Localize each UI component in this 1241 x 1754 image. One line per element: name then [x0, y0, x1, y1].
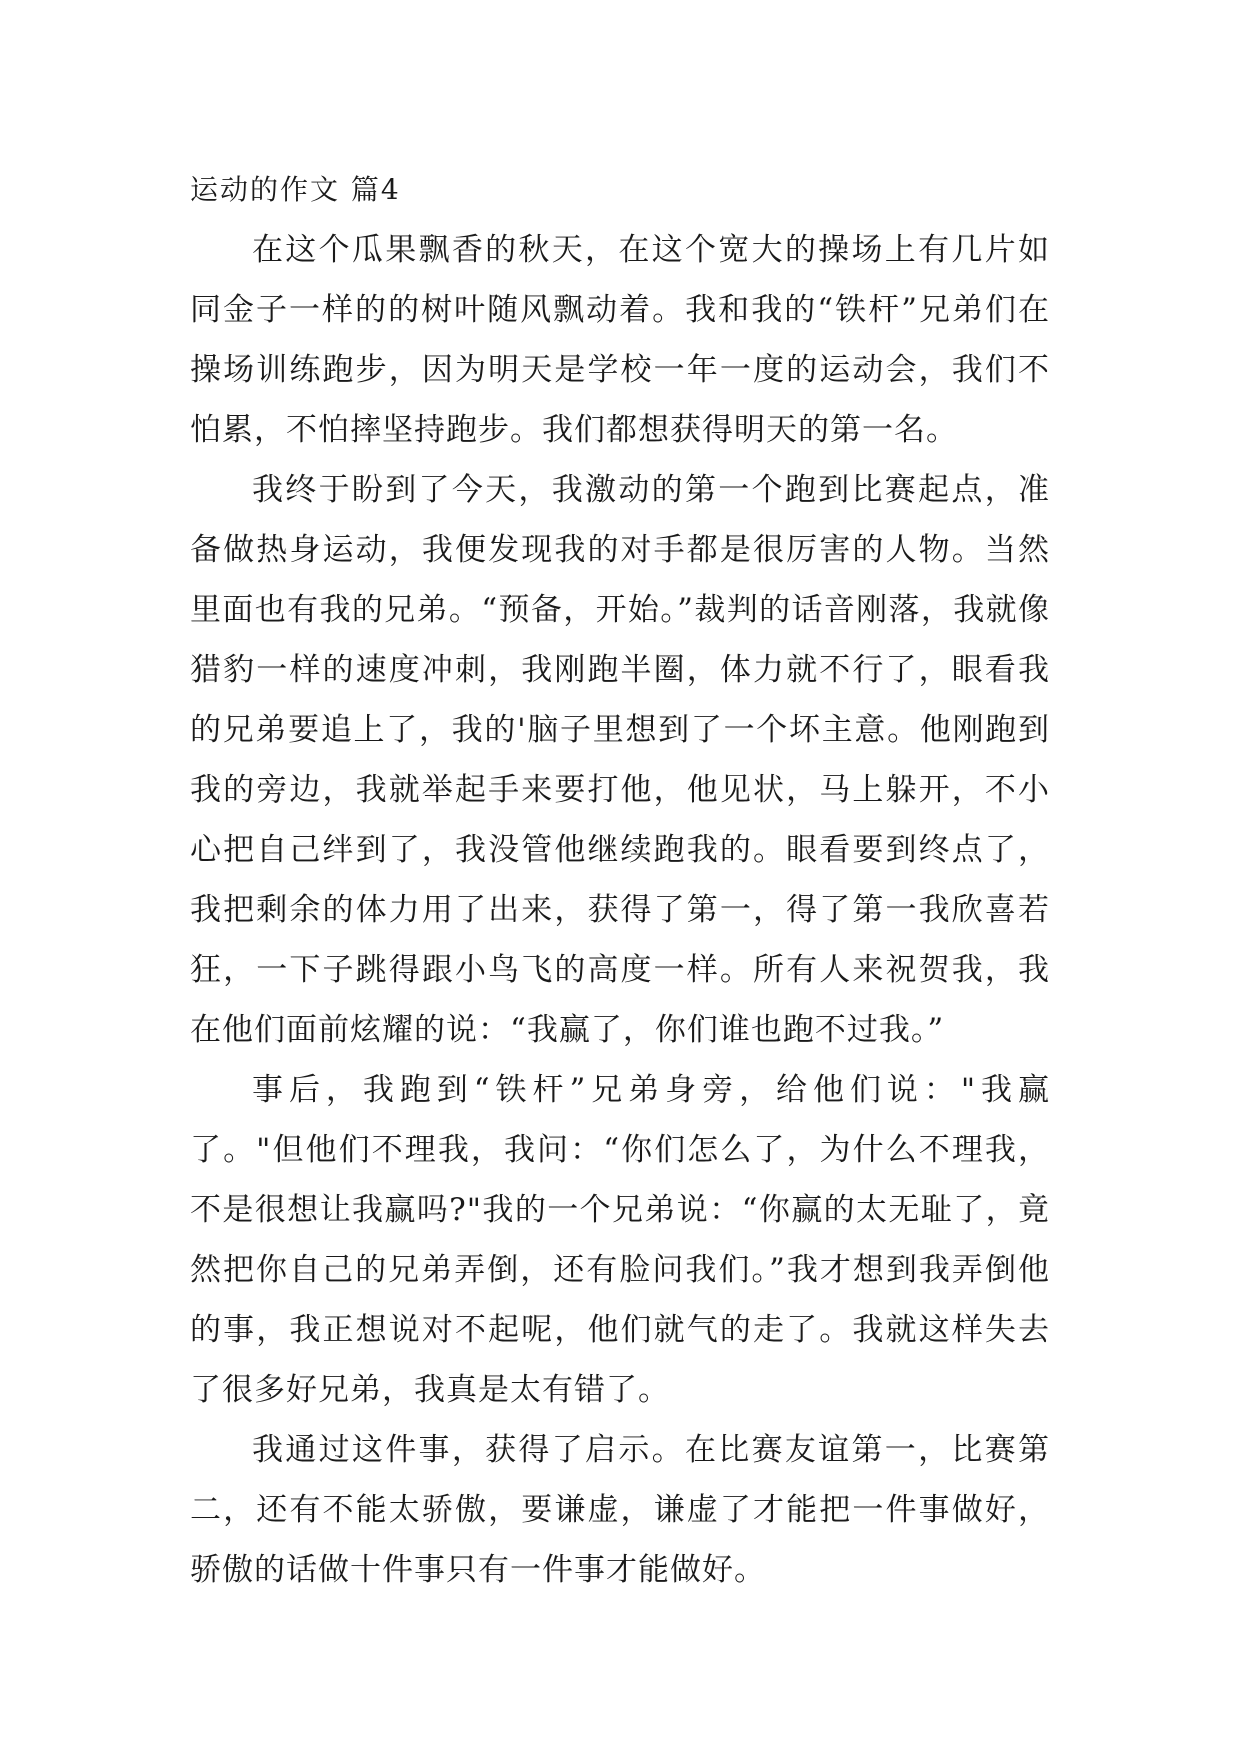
paragraph-4: 我通过这件事，获得了启示。在比赛友谊第一，比赛第二，还有不能太骄傲，要谦虚，谦虚了才能把一件事做好，骄傲的话做十件事只有一件事才能做好。	[190, 1432, 1050, 1588]
paragraph-1: 在这个瓜果飘香的秋天，在这个宽大的操场上有几片如同金子一样的的树叶随风飘动着。我和我的“铁杆”兄弟们在操场训练跑步，因为明天是学校一年一度的运动会，我们不怕累，不怕摔坚持跑步。我们都想获得明天的第一名。	[190, 232, 1050, 448]
document-title: 运动的作文 篇4	[190, 173, 401, 206]
paragraph-2: 我终于盼到了今天，我激动的第一个跑到比赛起点，准备做热身运动，我便发现我的对手都是很厉害的人物。当然里面也有我的兄弟。“预备，开始。”裁判的话音刚落，我就像猎豹一样的速度冲刺，我刚跑半圈，体力就不行了，眼看我的兄弟要追上了，我的'脑子里想到了一个坏主意。他刚跑到我的旁边，我就举起手来要打他，他见状，马上躲开，不小心把自己绊到了，我没管他继续跑我的。眼看要到终点了，我把剩余的体力用了出来，获得了第一，得了第一我欣喜若狂，一下子跳得跟小鸟飞的高度一样。所有人来祝贺我，我在他们面前炫耀的说：“我赢了，你们谁也跑不过我。”	[190, 472, 1050, 1048]
paragraph-3: 事后，我跑到“铁杆”兄弟身旁，给他们说："我赢了。"但他们不理我，我问：“你们怎么了，为什么不理我，不是很想让我赢吗?"我的一个兄弟说：“你赢的太无耻了，竟然把你自己的兄弟弄倒，还有脸问我们。”我才想到我弄倒他的事，我正想说对不起呢，他们就气的走了。我就这样失去了很多好兄弟，我真是太有错了。	[190, 1072, 1050, 1408]
document-body	[190, 160, 1050, 1600]
